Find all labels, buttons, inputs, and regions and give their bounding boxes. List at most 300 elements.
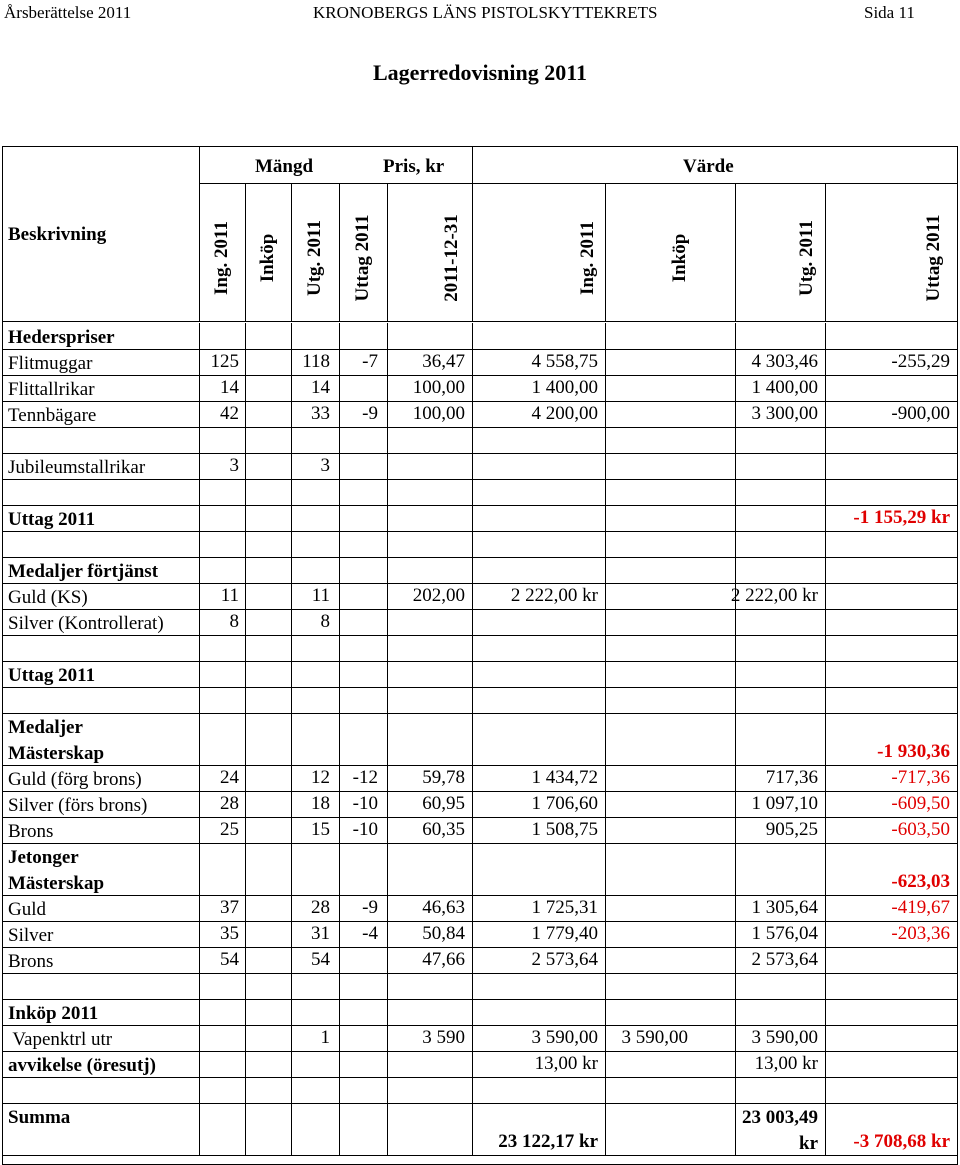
cell-divider [387,505,388,531]
cell-divider [199,1103,200,1155]
row-divider [2,1103,957,1104]
cell-divider [339,505,340,531]
qty-ing: 25 [220,819,239,840]
cell-divider [199,479,200,505]
group-header-pris: Pris, kr [383,156,445,177]
cell-divider [245,557,246,583]
cell-divider [605,609,606,635]
cell-divider [339,635,340,661]
qty-inkop: 28 [311,897,330,918]
cell-divider [472,323,473,349]
price: 60,35 [422,819,465,840]
cell-divider [605,843,606,895]
value-uttag: -900,00 [891,403,950,424]
cell-divider [387,609,388,635]
row-label: Flittallrikar [8,379,95,400]
qty-ing: 28 [220,793,239,814]
cell-divider [735,635,736,661]
cell-divider [339,479,340,505]
row-label: Inköp 2011 [8,1003,99,1024]
cell-divider [735,661,736,687]
cell-divider [605,947,606,973]
value-uttag: -419,67 [891,897,950,918]
cell-divider [245,323,246,349]
price: 100,00 [412,403,465,424]
column-header-qty-uttag: Uttag 2011 [352,214,373,302]
cell-divider [199,557,200,583]
page-title: Lagerredovisning 2011 [372,60,588,85]
cell-divider [472,999,473,1025]
value-utg: 4 303,46 [751,351,818,372]
cell-divider [339,557,340,583]
qty-ing: 54 [220,949,239,970]
row-divider [2,479,957,480]
cell-divider [472,973,473,999]
cell-divider [605,531,606,557]
cell-divider [339,453,340,479]
cell-divider [291,999,292,1025]
cell-divider [339,531,340,557]
cell-divider [339,999,340,1025]
row-divider [2,349,957,350]
cell-divider [387,427,388,453]
qty-inkop: 33 [311,403,330,424]
cell-divider [472,479,473,505]
cell-divider [291,323,292,349]
qty-ing: 11 [220,585,239,606]
price: 50,84 [422,923,465,944]
value-ing: 1 508,75 [531,819,598,840]
cell-divider [825,427,826,453]
cell-divider [199,531,200,557]
cell-divider [735,999,736,1025]
qty-utg: -7 [362,351,378,372]
row-divider [2,401,957,402]
value-inkop: 3 590,00 [621,1027,688,1048]
cell-divider [605,895,606,921]
column-header-value-uttag: Uttag 2011 [923,214,944,302]
cell-divider [605,505,606,531]
cell-divider [291,635,292,661]
qty-ing: 24 [220,767,239,788]
cell-divider [825,453,826,479]
value-utg: 1 097,10 [751,793,818,814]
cell-divider [472,557,473,583]
cell-divider [735,479,736,505]
cell-divider [472,843,473,895]
value-utg: 1 305,64 [751,897,818,918]
cell-divider [387,999,388,1025]
page-header [0,0,960,26]
price: 60,95 [422,793,465,814]
qty-inkop: 11 [311,585,330,606]
row-label: Silver (förs brons) [8,795,148,816]
cell-divider [291,973,292,999]
row-label: Guld (förg brons) [8,769,142,790]
group-header-mangd: Mängd [255,156,314,177]
value-utg: 3 590,00 [751,1027,818,1048]
cell-divider [291,531,292,557]
column-header-value-ing: Ing. 2011 [577,221,598,295]
column-header-qty-utg: Utg. 2011 [304,220,325,296]
value-ing: 1 706,60 [531,793,598,814]
value-utg: 13,00 kr [754,1053,818,1074]
cell-divider [339,973,340,999]
header-divider [2,321,957,322]
row-divider [2,1025,957,1026]
qty-ing: 125 [210,351,239,372]
cell-divider [245,479,246,505]
cell-divider [245,687,246,713]
cell-divider [339,661,340,687]
row-label: Brons [8,951,54,972]
cell-divider [245,505,246,531]
row-label: Medaljer Mästerskap [8,717,105,764]
value-utg: 3 300,00 [751,403,818,424]
qty-inkop: 118 [302,351,330,372]
qty-utg: -10 [352,793,378,814]
price: 47,66 [422,949,465,970]
organization-name: KRONOBERGS LÄNS PISTOLSKYTTEKRETS [313,3,658,22]
cell-divider [291,1077,292,1103]
cell-divider [339,713,340,765]
cell-divider [605,973,606,999]
cell-divider [605,427,606,453]
cell-divider [825,583,826,609]
qty-ing: 42 [220,403,239,424]
cell-divider [387,1051,388,1077]
value-ing: 1 400,00 [531,377,598,398]
row-divider [2,453,957,454]
cell-divider [339,609,340,635]
cell-divider [605,687,606,713]
cell-divider [291,687,292,713]
header-divider [735,183,736,321]
cell-divider [387,973,388,999]
row-divider [2,765,957,766]
qty-ing: 8 [229,611,239,632]
cell-divider [735,973,736,999]
row-divider [2,791,957,792]
cell-divider [472,505,473,531]
price: 36,47 [422,351,465,372]
qty-ing: 37 [220,897,239,918]
cell-divider [605,323,606,349]
row-label: Flitmuggar [8,353,93,374]
cell-divider [387,687,388,713]
cell-divider [387,843,388,895]
header-divider [605,183,606,321]
row-label: Medaljer förtjänst [8,561,159,582]
cell-divider [245,427,246,453]
cell-divider [825,323,826,349]
cell-divider [291,505,292,531]
cell-divider [387,1103,388,1155]
value-uttag: -609,50 [891,793,950,814]
row-label: Uttag 2011 [8,509,96,530]
row-label: Silver [8,925,54,946]
row-divider [2,687,957,688]
cell-divider [735,713,736,765]
cell-divider [825,1025,826,1051]
cell-divider [245,661,246,687]
qty-ing: 3 [229,455,239,476]
value-ing: 13,00 kr [534,1053,598,1074]
group-header-varde: Värde [683,156,734,177]
value-ing: 4 558,75 [531,351,598,372]
price: 46,63 [422,897,465,918]
cell-divider [605,1103,606,1155]
value-ing: 2 222,00 kr [510,585,598,606]
value-utg: 2 222,00 kr [730,585,818,606]
cell-divider [199,999,200,1025]
cell-divider [199,505,200,531]
price: 3 590 [422,1027,465,1048]
row-divider [2,973,957,974]
cell-divider [605,999,606,1025]
cell-divider [825,531,826,557]
cell-divider [245,1103,246,1155]
cell-divider [825,1051,826,1077]
cell-divider [291,1103,292,1155]
cell-divider [199,1051,200,1077]
value-utg: 1 400,00 [751,377,818,398]
cell-divider [339,1103,340,1155]
cell-divider [339,1051,340,1077]
cell-divider [605,349,606,375]
qty-utg: -9 [362,897,378,918]
cell-divider [339,427,340,453]
cell-divider [605,583,606,609]
cell-divider [605,765,606,791]
header-divider [245,183,246,321]
cell-divider [472,635,473,661]
row-divider [2,531,957,532]
value-uttag: -603,50 [891,819,950,840]
table-border-top [2,146,957,147]
cell-divider [199,687,200,713]
summa-price-total: 23 122,17 kr [498,1131,598,1152]
cell-divider [291,479,292,505]
cell-divider [339,323,340,349]
summa-value-total: 23 003,49 kr [742,1107,818,1154]
cell-divider [605,1077,606,1103]
value-utg: 2 573,64 [751,949,818,970]
column-header-qty-inkop: Inköp [257,233,278,283]
cell-divider [735,1077,736,1103]
row-label: Brons [8,821,54,842]
cell-divider [387,557,388,583]
value-uttag: -255,29 [891,351,950,372]
price: 100,00 [412,377,465,398]
value-utg: 905,25 [765,819,818,840]
row-divider [2,427,957,428]
cell-divider [472,687,473,713]
cell-divider [291,1051,292,1077]
cell-divider [472,713,473,765]
value-uttag: -717,36 [891,767,950,788]
cell-divider [825,1077,826,1103]
cell-divider [291,661,292,687]
table-border-left [2,146,3,1165]
cell-divider [472,453,473,479]
header-divider [825,183,826,321]
value-ing: 3 590,00 [531,1027,598,1048]
cell-divider [605,921,606,947]
cell-divider [291,713,292,765]
cell-divider [735,427,736,453]
uttag-total: -1 155,29 kr [853,507,950,528]
cell-divider [245,973,246,999]
header-divider [199,183,957,184]
cell-divider [735,609,736,635]
value-ing: 1 725,31 [531,897,598,918]
cell-divider [387,661,388,687]
row-label: Tennbägare [8,405,97,426]
value-ing: 2 573,64 [531,949,598,970]
row-divider [2,375,957,376]
cell-divider [735,531,736,557]
qty-inkop: 31 [311,923,330,944]
value-utg: 1 576,04 [751,923,818,944]
cell-divider [605,557,606,583]
cell-divider [472,427,473,453]
header-divider [199,146,200,321]
price: 202,00 [412,585,465,606]
cell-divider [387,1077,388,1103]
row-label: Jetonger Mästerskap [8,847,105,894]
inventory-table [0,146,960,1165]
cell-divider [199,635,200,661]
column-header-value-inkop: Inköp [669,233,690,283]
cell-divider [825,973,826,999]
row-divider [2,661,957,662]
row-divider [2,843,957,844]
row-label: Silver (Kontrollerat) [8,613,164,634]
qty-inkop: 3 [320,455,330,476]
cell-divider [472,531,473,557]
cell-divider [245,1077,246,1103]
value-utg: 717,36 [765,767,818,788]
cell-divider [735,505,736,531]
cell-divider [735,323,736,349]
cell-divider [825,687,826,713]
cell-divider [605,1051,606,1077]
value-ing: 1 434,72 [531,767,598,788]
cell-divider [199,713,200,765]
cell-divider [472,609,473,635]
cell-divider [291,843,292,895]
cell-divider [387,479,388,505]
qty-inkop: 8 [320,611,330,632]
cell-divider [605,635,606,661]
row-divider [2,947,957,948]
cell-divider [199,427,200,453]
cell-divider [825,947,826,973]
row-divider [2,557,957,558]
qty-utg: -4 [362,923,378,944]
cell-divider [387,323,388,349]
qty-inkop: 18 [311,793,330,814]
cell-divider [735,687,736,713]
cell-divider [735,843,736,895]
row-divider [2,713,957,714]
cell-divider [825,479,826,505]
cell-divider [387,713,388,765]
uttag-total: -623,03 [891,871,950,892]
price: 59,78 [422,767,465,788]
row-divider [2,1051,957,1052]
row-label: Guld [8,899,46,920]
row-label: Summa [8,1107,71,1128]
row-label: Vapenktrl utr [8,1029,113,1050]
qty-inkop: 54 [311,949,330,970]
qty-ing: 14 [220,377,239,398]
cell-divider [825,557,826,583]
row-label: Uttag 2011 [8,665,96,686]
cell-divider [245,843,246,895]
table-border-right [957,146,958,1165]
column-header-value-utg: Utg. 2011 [796,220,817,296]
value-uttag: -203,36 [891,923,950,944]
qty-ing: 35 [220,923,239,944]
uttag-total: -1 930,36 [877,741,950,762]
cell-divider [339,843,340,895]
row-divider [2,999,957,1000]
row-divider [2,609,957,610]
cell-divider [245,531,246,557]
qty-utg: -10 [352,819,378,840]
cell-divider [199,661,200,687]
cell-divider [605,791,606,817]
cell-divider [825,375,826,401]
cell-divider [825,661,826,687]
cell-divider [387,453,388,479]
cell-divider [825,609,826,635]
cell-divider [199,973,200,999]
cell-divider [245,635,246,661]
cell-divider [472,1077,473,1103]
value-ing: 4 200,00 [531,403,598,424]
cell-divider [825,635,826,661]
row-divider [2,921,957,922]
uttag-total: -3 708,68 kr [853,1131,950,1152]
column-header-beskrivning: Beskrivning [8,224,107,245]
qty-inkop: 1 [320,1027,330,1048]
row-label: Guld (KS) [8,587,88,608]
cell-divider [735,453,736,479]
cell-divider [605,453,606,479]
header-divider [472,146,473,321]
cell-divider [605,661,606,687]
cell-divider [199,843,200,895]
header-divider [291,183,292,321]
cell-divider [199,1077,200,1103]
header-divider [387,183,388,321]
row-divider [2,895,957,896]
page-number: Sida 11 [864,3,915,22]
column-header-qty-ing: Ing. 2011 [211,221,232,295]
cell-divider [605,479,606,505]
cell-divider [291,557,292,583]
qty-inkop: 15 [311,819,330,840]
row-label: avvikelse (öresutj) [8,1055,156,1076]
row-label: Jubileumstallrikar [8,457,146,478]
cell-divider [245,713,246,765]
cell-divider [387,635,388,661]
qty-inkop: 14 [311,377,330,398]
cell-divider [735,557,736,583]
